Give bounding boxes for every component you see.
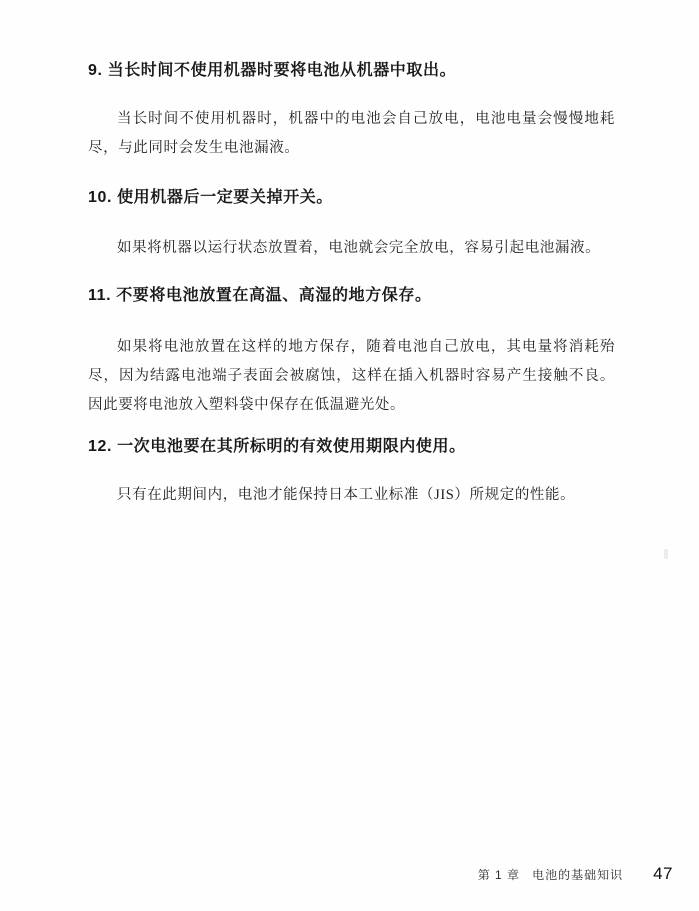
scan-artifact <box>664 549 668 559</box>
section-heading-12: 12. 一次电池要在其所标明的有效使用期限内使用。 <box>88 438 466 455</box>
section-paragraph-12: 只有在此期间内，电池才能保持日本工业标准（JIS）所规定的性能。 <box>117 487 576 503</box>
section-heading-11: 11. 不要将电池放置在高温、高湿的地方保存。 <box>88 287 432 304</box>
section-paragraph-10: 如果将机器以运行状态放置着，电池就会完全放电，容易引起电池漏液。 <box>117 240 601 256</box>
section-paragraph-11: 如果将电池放置在这样的地方保存，随着电池自己放电，其电量将消耗殆尽，因为结露电池端子表面会被腐蚀，这样在插入机器时容易产生接触不良。因此要将电池放入塑料袋中保存在低温避光处。 <box>88 339 615 413</box>
section-paragraph-9: 当长时间不使用机器时，机器中的电池会自己放电，电池电量会慢慢地耗尽，与此同时会发生电池漏液。 <box>88 111 615 156</box>
section-heading-9: 9. 当长时间不使用机器时要将电池从机器中取出。 <box>88 62 457 79</box>
footer-page-number: 47 <box>653 864 673 883</box>
footer-chapter-label: 第 1 章 <box>477 868 521 882</box>
page-footer <box>478 864 673 884</box>
section-heading-10: 10. 使用机器后一定要关掉开关。 <box>88 189 333 206</box>
footer-section-title: 电池的基础知识 <box>532 868 624 882</box>
